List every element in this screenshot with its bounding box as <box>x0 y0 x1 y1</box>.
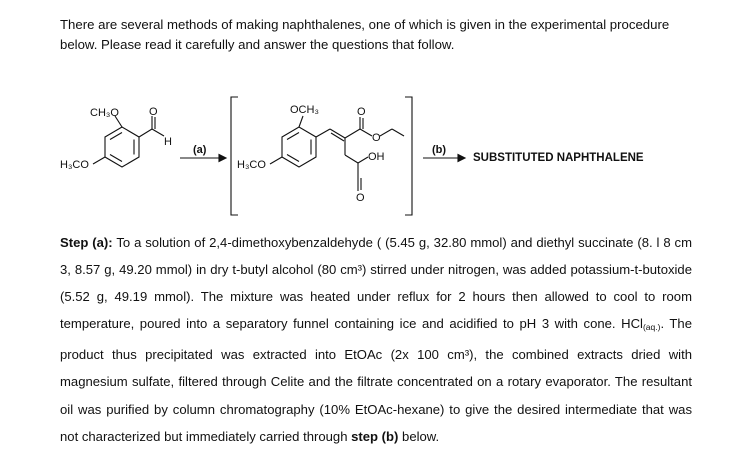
step-a-paragraph <box>60 229 692 450</box>
reactant-benzene-ring <box>105 127 139 167</box>
reactant-ome-bottom-bond <box>93 157 105 164</box>
step-a-text-1: To a solution of 2,4-dimethoxybenzaldehyde ( (5.45 g, 32.80 mmol) and diethyl succinate (8. l 8 cm 3, 8.57 g, 49.20 mmol) in dry t-butyl alcohol (80 cm³) stirred under nitrogen, was added potassium-t-butoxide (5.52 g, 49.19 mmol). The mixture was heated under reflux for 2 hours then allowed to cool to room temperature, poured into a separatory funnel containing ice and acidified to pH 3 with cone. HCl <box>60 235 693 332</box>
intermediate-ome-bottom-label: H₃CO <box>237 159 266 171</box>
intermediate-acid-o-label: O <box>356 192 365 204</box>
bracket-right <box>405 97 412 215</box>
intermediate-ome-top-label: OCH₃ <box>290 104 319 116</box>
intro-paragraph: There are several methods of making naphthalenes, one of which is given in the experimental procedure below. Please read it carefully and answer the questions that follow. <box>60 17 670 52</box>
reactant-o-label: O <box>149 106 158 118</box>
intermediate-benzene-ring <box>282 127 316 167</box>
product-label: SUBSTITUTED NAPHTHALENE <box>473 152 644 164</box>
bracket-left <box>231 97 238 215</box>
intermediate-ester-o-label: O <box>357 106 366 118</box>
aldehyde-bond <box>139 129 152 137</box>
reactant-ome-top-label: CH₃O <box>90 107 119 119</box>
intermediate-oh-label: OH <box>368 151 385 163</box>
intermediate-ome-bottom-bond <box>270 157 282 164</box>
reactant-ome-bottom-label: H₃CO <box>60 159 89 171</box>
arrow-a-label: (a) <box>193 144 207 156</box>
intermediate-ome-bond <box>299 116 303 127</box>
reaction-scheme <box>0 80 749 230</box>
vinyl-bond <box>316 129 330 137</box>
step-a-text-3: below. <box>398 428 440 444</box>
ester-bond <box>345 129 360 138</box>
intermediate-ester-link-o-label: O <box>372 132 381 144</box>
step-b-reference: step (b) <box>351 428 399 444</box>
step-a-text-2: . The product thus precipitated was extracted into EtOAc (2x 100 cm³), the combined extracts dried with magnesium sulfate, filtered through Celite and the filtrate concentrated on a rotary evaporator. The resultant oil was purified by column chromatography (10% EtOAc-hexane) to give the desired intermediate that was not characterized but immediately carried through <box>60 316 692 444</box>
hcl-subscript: (aq.) <box>642 322 661 333</box>
arrow-b-label: (b) <box>432 144 447 156</box>
step-a-label: Step (a): <box>60 235 113 250</box>
reactant-h-label: H <box>164 136 172 148</box>
